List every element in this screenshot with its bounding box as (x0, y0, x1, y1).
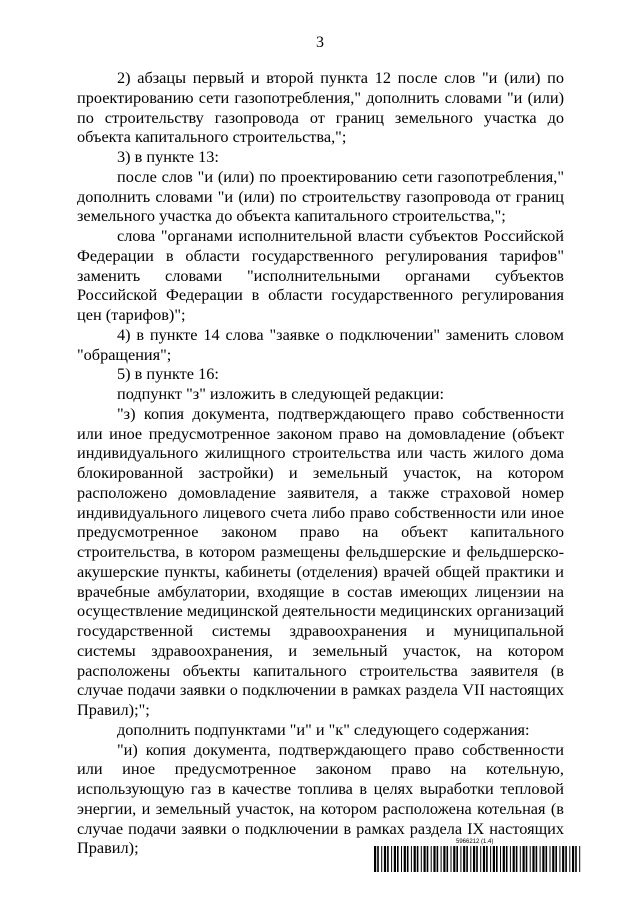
paragraph-subitem-z: "з) копия документа, подтверждающего право собственности или иное предусмотренное законом право на домовладение (объект индивидуального жилищного строительства или часть жилого дома блокированной застройки) и земельный участок, на котором расположено домовладение заявителя, а также страховой номер индивидуального лицевого счета либо право собственности или иное предусмотренное законом право на объект капитального строительства, в котором размещены фельдшерские и фельдшерско-акушерские пункты, кабинеты (отделения) врачей общей практики и врачебные амбулатории, входящие в состав имеющих лицензии на осуществление медицинской деятельности медицинских организаций государственной системы здравоохранения и муниципальной системы здравоохранения, и земельный участок, на котором расположены объекты капитального строительства заявителя (в случае подачи заявки о подключении в рамках раздела VII настоящих Правил);"; (77, 403, 564, 719)
paragraph-item-3-gas-construction: после слов "и (или) по проектированию сети газопотребления," дополнить словами "и (или) по строительству газопровода от границ земельного участка до объекта капитального строительства,"; (77, 166, 564, 226)
paragraph-add-subitems-intro: дополнить подпунктами "и" и "к" следующего содержания: (117, 719, 530, 739)
paragraph-item-3-heading: 3) в пункте 13: (117, 147, 219, 166)
paragraph-subitem-i: "и) копия документа, подтверждающего право собственности или иное предусмотренное законом право на котельную, использующую газ в качестве топлива в целях выработки тепловой энергии, и земельный участок, на котором расположена котельная (в случае подачи заявки о подключении в рамках раздела IX настоящих Правил); (77, 739, 564, 858)
document-body (77, 68, 564, 858)
paragraph-item-5-heading: 5) в пункте 16: (117, 364, 219, 384)
barcode-label: 5966212 (1.4) (456, 839, 494, 845)
page-number: 3 (316, 34, 324, 51)
barcode-icon (374, 846, 582, 872)
paragraph-subitem-z-intro: подпункт "з" изложить в следующей редакции: (117, 384, 444, 403)
paragraph-item-4: 4) в пункте 14 слова "заявке о подключении" заменить словом "обращения"; (77, 324, 564, 364)
paragraph-item-2: 2) абзацы первый и второй пункта 12 после слов "и (или) по проектированию сети газопотребления," дополнить словами "и (или) по строительству газопровода от границ земельного участка до объекта капитального строительства,"; (77, 68, 564, 147)
paragraph-item-3-authorities: слова "органами исполнительной власти субъектов Российской Федерации в области государственного регулирования тарифов" заменить словами "исполнительными органами субъектов Российской Федерации в области государственного регулирования цен (тарифов)"; (77, 226, 564, 324)
